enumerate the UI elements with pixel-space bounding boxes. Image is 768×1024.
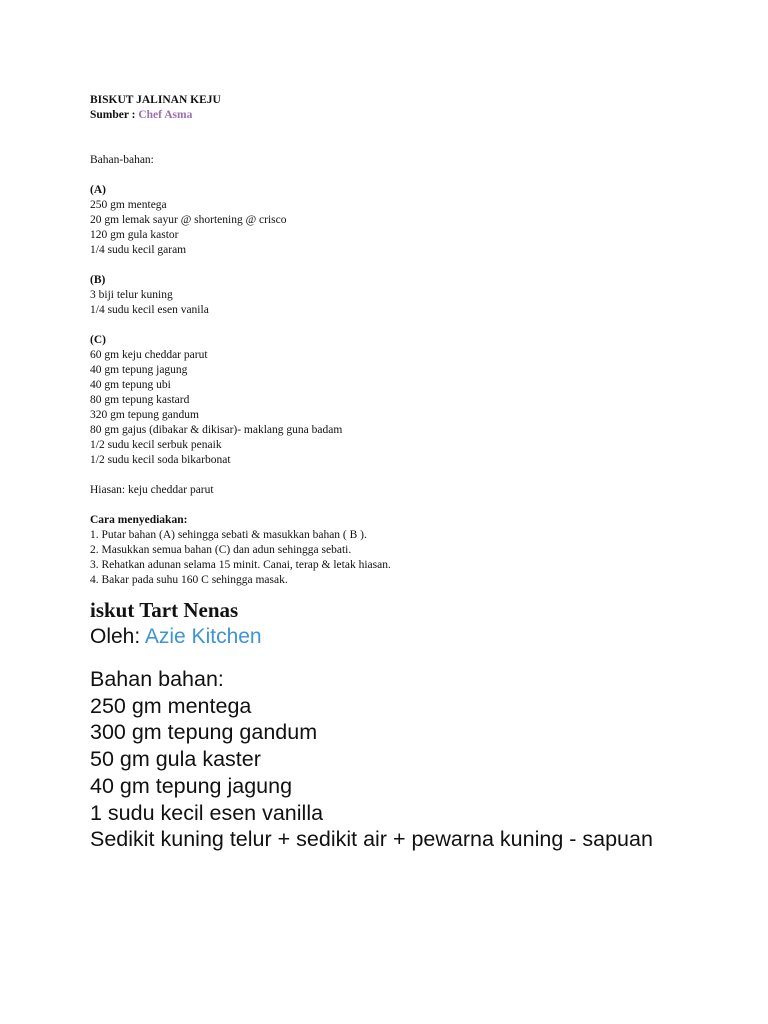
recipe2-ingredients-heading: Bahan bahan:	[90, 667, 224, 691]
recipe-biskut-jalinan-keju	[90, 93, 690, 588]
recipe2-ingredients	[90, 666, 682, 853]
method-step: 4. Bakar pada suhu 160 C sehingga masak.	[90, 574, 288, 586]
list-item: 80 gm gajus (dibakar & dikisar)- maklang guna badam	[90, 424, 343, 436]
list-item: 50 gm gula kaster	[90, 747, 261, 772]
list-item: 1/4 sudu kecil esen vanila	[90, 304, 209, 316]
list-item: 1 sudu kecil esen vanilla	[90, 800, 324, 825]
recipe2-title: iskut Tart Nenas	[90, 598, 239, 622]
method-step: 2. Masukkan semua bahan (C) dan adun sehingga sebati.	[90, 544, 352, 556]
recipe-biskut-tart-nenas	[90, 597, 682, 853]
list-item: 20 gm lemak sayur @ shortening @ crisco	[90, 214, 287, 226]
recipe1-title: BISKUT JALINAN KEJU	[90, 94, 221, 106]
list-item: 40 gm tepung jagung	[90, 364, 188, 376]
list-item: 1/2 sudu kecil soda bikarbonat	[90, 454, 231, 466]
list-item: 60 gm keju cheddar parut	[90, 349, 208, 361]
list-item: 300 gm tepung gandum	[90, 720, 318, 745]
recipe1-ingredients-heading: Bahan-bahan:	[90, 154, 154, 166]
method-step: 3. Rehatkan adunan selama 15 minit. Canai, terap & letak hiasan.	[90, 559, 391, 571]
list-item: 1/4 sudu kecil garam	[90, 244, 187, 256]
recipe1-source	[90, 108, 690, 123]
list-item: Sedikit kuning telur + sedikit air + pewarna kuning - sapuan	[90, 827, 653, 852]
list-item: 1/2 sudu kecil serbuk penaik	[90, 439, 222, 451]
recipe2-by-label: Oleh:	[90, 625, 145, 648]
recipe2-byline	[90, 623, 682, 650]
recipe1-source-name: Chef Asma	[138, 109, 193, 121]
list-item: 80 gm tepung kastard	[90, 394, 190, 406]
list-item: 3 biji telur kuning	[90, 289, 173, 301]
recipe1-method-heading: Cara menyediakan:	[90, 514, 188, 526]
list-item: 40 gm tepung jagung	[90, 773, 293, 798]
list-item: 320 gm tepung gandum	[90, 409, 199, 421]
list-item: 250 gm mentega	[90, 693, 252, 718]
recipe1-group-a-label: (A)	[90, 184, 106, 196]
method-step: 1. Putar bahan (A) sehingga sebati & masukkan bahan ( B ).	[90, 529, 367, 541]
recipe1-source-label: Sumber :	[90, 109, 139, 121]
list-item: 250 gm mentega	[90, 199, 167, 211]
recipe1-group-b-label: (B)	[90, 274, 106, 286]
list-item: 120 gm gula kastor	[90, 229, 179, 241]
recipe1-group-c-label: (C)	[90, 334, 106, 346]
recipe2-author: Azie Kitchen	[144, 625, 262, 648]
recipe1-garnish: Hiasan: keju cheddar parut	[90, 484, 214, 496]
list-item: 40 gm tepung ubi	[90, 379, 171, 391]
